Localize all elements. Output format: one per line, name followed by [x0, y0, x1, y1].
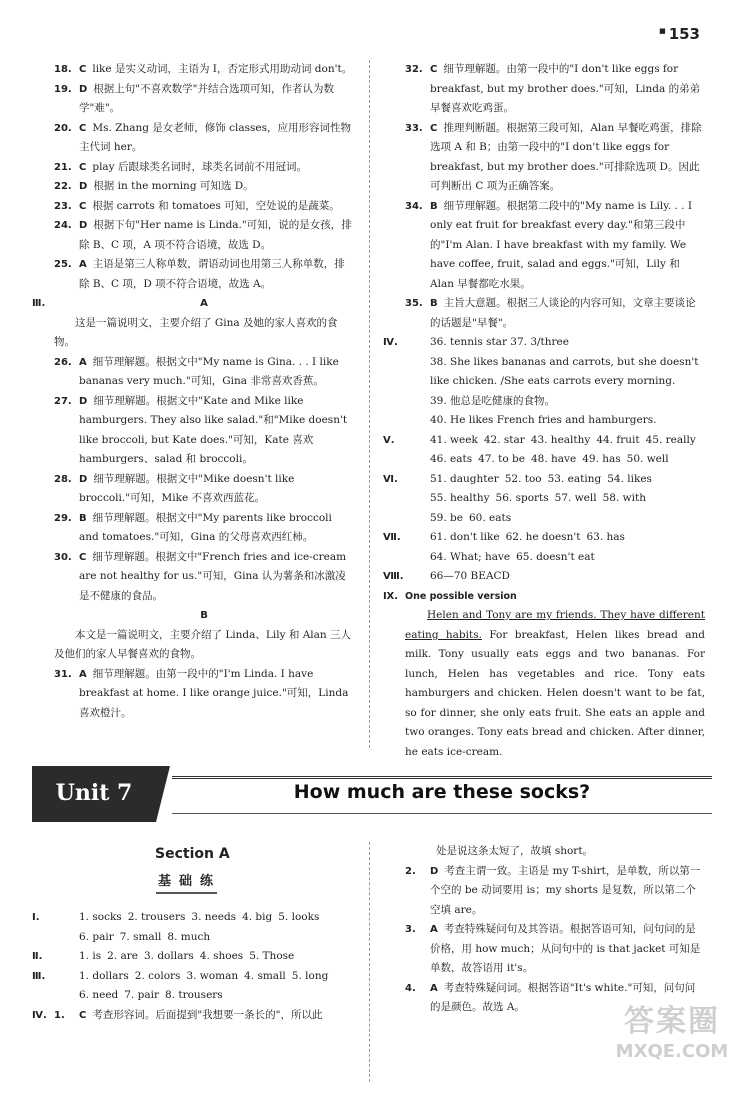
essay-text: [383, 606, 705, 762]
explanation-text: 细节理解题。根据文中"French fries and ice-cream are not healthy for us."可知，Gina 认为薯条和冰激凌是不健康的食品。: [79, 550, 347, 602]
item-number: 18.: [54, 64, 72, 75]
answer-cell: 6. need: [79, 989, 119, 1001]
answer-letter: C: [430, 64, 438, 75]
item-number: 24.: [54, 220, 72, 231]
answer-letter: B: [430, 200, 438, 212]
answer-item: Ⅳ. 36. tennis star 37. 3/three: [383, 336, 569, 348]
answer-letter: D: [430, 865, 439, 877]
explanation-text: 细节理解题。根据文中"Mike doesn't like broccoli."可知，Mike 不喜欢西蓝花。: [79, 472, 295, 504]
right-column: [383, 60, 705, 762]
answer-item: [383, 920, 705, 979]
answer-item-iv-1: Ⅳ. 1. C 考查形容词。后面提到"我想要一条长的"，所以此: [32, 1008, 323, 1021]
explanation-text: 根据 carrots 和 tomatoes 可知，空处说的是蔬菜。: [92, 199, 340, 212]
answer-item: [32, 353, 354, 392]
item-number: 20.: [54, 122, 72, 134]
answer-cell: 7. pair: [124, 989, 159, 1001]
answer-cell: 2. are: [107, 950, 138, 962]
explanation-text: 细节理解题。根据文中"My parents like broccoli and tomatoes."可知，Gina 的父母喜欢西红柿。: [79, 511, 332, 543]
answer-item: [383, 411, 705, 431]
answer-item: [383, 353, 705, 392]
answer-cell: 3. needs: [191, 911, 237, 923]
answer-list-iv: [383, 842, 705, 1018]
section-subhead: 基础练: [152, 872, 227, 892]
section-iii-header: Ⅲ. A: [32, 294, 354, 314]
answer-cell: 4. shoes: [199, 950, 244, 962]
page-number: ■ 153: [659, 25, 700, 43]
watermark-logo: 答案圈 MXQE.COM: [615, 1004, 729, 1062]
item-number: 33.: [405, 122, 423, 134]
answer-item: [383, 294, 705, 333]
item-number: 30.: [54, 551, 72, 563]
answer-cell: 66—70 BEACD: [430, 570, 510, 582]
answer-item: [32, 158, 354, 178]
answer-row: Ⅴ. 41. week 42. star 43. healthy 44. fruit 45. really: [383, 433, 696, 446]
answer-item: [383, 392, 705, 412]
explanation-text: play 后跟球类名词时，球类名词前不用冠词。: [92, 160, 307, 173]
answer-item: [32, 119, 354, 158]
answer-item: [383, 119, 705, 197]
unit-title: How much are these socks?: [293, 781, 591, 803]
answer-row: Ⅱ. 1. is 2. are 3. dollars 4. shoes 5. Those: [32, 950, 295, 962]
essay-label-line: Ⅸ. One possible version: [383, 590, 517, 602]
item-number: 23.: [54, 200, 72, 212]
answer-cell: 64. What; have: [430, 550, 511, 563]
answer-cell: 41. week: [430, 433, 478, 446]
answer-cell: 47. to be: [478, 453, 525, 465]
item-number: 2.: [405, 865, 416, 877]
banner-rule-top: [172, 776, 712, 779]
essay-topic-sentence: Helen and Tony are my friends. They have different eating habits.: [405, 609, 705, 641]
section-title: Section A: [155, 846, 230, 862]
answer-cell: 58. with: [602, 492, 646, 504]
explanation-text: like 是实义动词，主语为 I，否定形式用助动词 don't。: [92, 63, 353, 75]
item-number: 32.: [405, 64, 423, 75]
answer-item: [32, 470, 354, 509]
answer-letter: A: [79, 356, 87, 368]
unit-banner: [32, 766, 712, 822]
answer-cell: 2. trousers: [127, 911, 186, 923]
item-number: 3.: [405, 924, 416, 935]
answer-letter: A: [430, 982, 438, 994]
item-number: 22.: [54, 181, 72, 192]
answer-cell: 2. colors: [134, 969, 181, 982]
essay-body: For breakfast, Helen likes bread and milk. Tony usually eats eggs and two bananas. For lunch, Helen has vegetables and rice. Tony eats hamburgers and chicken. Helen doesn't want to be fat, so for dinner, she only eats fruit. She eats an apple and two oranges. Tony eats bread and chicken. After dinner, he eats ice-cream.: [405, 628, 705, 758]
banner-rule-bottom: [172, 813, 712, 814]
column-divider-top: [369, 60, 370, 748]
answer-grid-v-viii: [383, 431, 705, 587]
explanation-text: 考查特殊疑问词。根据答语"It's white."可知，问句问的是颜色。故选 A。: [430, 981, 696, 1013]
answer-cell: 1. is: [79, 950, 102, 962]
item-number: 28.: [54, 473, 72, 485]
bottom-right-column: [383, 842, 705, 1018]
answer-letter: A: [430, 924, 438, 935]
answer-list-passage-b: [383, 60, 705, 333]
answer-letter: C: [79, 64, 87, 75]
answer-letter: C: [430, 122, 438, 134]
answer-cell: 5. long: [291, 969, 329, 982]
answer-letter: D: [79, 181, 88, 192]
answer-letter: D: [79, 395, 88, 407]
answer-cell: 3. dollars: [143, 950, 194, 962]
explanation-text: 根据下句"Her name is Linda."可知，说的是女孩，排除 B、C 项，A 项不符合语境，故选 D。: [79, 219, 352, 251]
answer-cell: 1. dollars: [79, 969, 129, 982]
answer-cell: 1. socks: [79, 911, 122, 923]
answer-letter: B: [430, 298, 438, 309]
explanation-text: Ms. Zhang 是女老师，修饰 classes，应用形容词性物主代词 her。: [79, 121, 352, 153]
answer-cell: 42. star: [483, 433, 525, 446]
answer-cell: 48. have: [530, 453, 577, 465]
answer-cell: 61. don't like: [430, 531, 500, 543]
answer-cell: 4. small: [244, 969, 286, 982]
explanation-text: 考查主谓一致。主语是 my T-shirt，是单数，所以第一个空的 be 动词要用 is；my shorts 是复数，所以第二个空填 are。: [430, 864, 701, 916]
answer-cell: 45. really: [645, 433, 696, 446]
answer-letter: A: [79, 259, 87, 270]
passage-b-heading: B: [200, 610, 208, 621]
explanation-text: 细节理解题。根据文中"Kate and Mike like hamburgers. They also like salad."和"Mike doesn't like broccoli, but Kate does."可知，Kate 喜欢 hamburgers、salad 和 broccoli。: [79, 394, 348, 465]
answer-cell: 3. woman: [186, 969, 239, 982]
bottom-left-column: [32, 908, 362, 1025]
answer-cell: 60. eats: [468, 511, 512, 524]
item-number: 19.: [54, 83, 72, 95]
answer-item: [32, 177, 354, 197]
answer-row: Ⅰ. 1. socks 2. trousers 3. needs 4. big 5. looks: [32, 911, 320, 923]
answer-row: Ⅷ. 66—70 BEACD: [383, 570, 510, 582]
answer-cell: 56. sports: [495, 492, 549, 504]
answer-text: 39. 他总是吃健康的食物。: [430, 394, 556, 407]
answer-cell: 44. fruit: [596, 433, 640, 446]
answer-cell: 4. big: [242, 911, 273, 923]
answer-row: [32, 986, 362, 1006]
answer-cell: 8. trousers: [165, 989, 223, 1001]
item-number: 26.: [54, 356, 72, 368]
answer-list-passage-a: [32, 353, 354, 607]
answer-item: [32, 392, 354, 470]
item-number: 27.: [54, 395, 72, 407]
answer-text: 38. She likes bananas and carrots, but she doesn't like chicken. /She eats carrots every morning.: [430, 355, 699, 387]
answer-letter: D: [79, 220, 88, 231]
answer-text: 36. tennis star 37. 3/three: [430, 336, 569, 348]
answer-item: [32, 548, 354, 607]
passage-a-heading: A: [200, 298, 208, 309]
unit-label: Unit 7: [32, 766, 156, 822]
answer-cell: 53. eating: [547, 472, 602, 485]
answer-item: [383, 862, 705, 921]
explanation-text: 推理判断题。根据第三段可知，Alan 早餐吃鸡蛋，排除选项 A 和 B；由第一段中的"I don't like eggs for breakfast, but my brother does."可排除选项 D。因此可判断出 C 项为正确答案。: [430, 121, 702, 192]
answer-item: [32, 60, 354, 80]
answer-cell: 50. well: [626, 453, 669, 465]
essay-label: One possible version: [405, 590, 517, 602]
answer-letter: C: [79, 122, 87, 134]
answer-cell: 52. too: [504, 472, 542, 485]
answer-letter: C: [79, 200, 87, 212]
answer-list-left: [32, 60, 354, 294]
answer-row: [383, 450, 705, 470]
answer-row: [383, 509, 705, 529]
answer-item: [383, 60, 705, 119]
answer-item: [32, 197, 354, 217]
answer-letter: C: [79, 161, 87, 173]
answer-item: [32, 509, 354, 548]
answer-item: [32, 216, 354, 255]
answer-cell: 54. likes: [607, 472, 652, 485]
answer-row: Ⅵ. 51. daughter 52. too 53. eating 54. likes: [383, 472, 652, 485]
explanation-text: 主旨大意题。根据三人谈论的内容可知，文章主要谈论的话题是"早餐"。: [430, 297, 696, 329]
answer-item: [32, 255, 354, 294]
item-number: 34.: [405, 200, 423, 212]
item-number: 35.: [405, 298, 423, 309]
answer-row: [383, 489, 705, 509]
answer-text: 40. He likes French fries and hamburgers.: [430, 414, 657, 426]
answer-cell: 5. Those: [249, 950, 295, 962]
answer-cell: 49. has: [582, 453, 621, 465]
answer-row: Ⅲ. 1. dollars 2. colors 3. woman 4. small 5. long: [32, 969, 329, 982]
explanation-text: 细节理解题。根据第二段中的"My name is Lily. . . I only eat fruit for breakfast every day."和第三段中的"I'm Alan. I have breakfast with my family. We have coffee, fruit, salad and eggs."可知，Lily 和 Alan 早餐都吃水果。: [430, 199, 692, 290]
explanation-text: 处是说这条太短了，故填 short。: [436, 845, 594, 857]
answer-cell: 5. looks: [278, 911, 320, 923]
answer-letter: D: [79, 83, 88, 95]
answer-cell: 51. daughter: [430, 472, 499, 485]
answer-cell: 63. has: [586, 531, 625, 543]
answer-cell: 57. well: [554, 492, 597, 504]
answer-cell: 6. pair: [79, 930, 114, 943]
passage-b-intro: 本文是一篇说明文，主要介绍了 Linda、Lily 和 Alan 三人及他们的家人早餐喜欢的食物。: [54, 628, 352, 660]
answer-letter: B: [79, 512, 87, 524]
answer-cell: 55. healthy: [430, 492, 490, 504]
answer-letter: D: [79, 473, 88, 485]
answer-cell: 7. small: [119, 930, 162, 943]
answer-row: [32, 928, 362, 948]
answer-cell: 43. healthy: [530, 433, 591, 446]
explanation-text: 细节理解题。根据文中"My name is Gina. . . I like bananas very much."可知，Gina 非常喜欢香蕉。: [79, 355, 339, 387]
answer-item: [383, 197, 705, 295]
answer-cell: 59. be: [430, 511, 463, 524]
item-number: 29.: [54, 512, 72, 524]
item-number: 25.: [54, 259, 72, 270]
answer-row: [383, 548, 705, 568]
answer-cell: 46. eats: [430, 453, 473, 465]
item-number: 4.: [405, 982, 416, 994]
explanation-text: 主语是第三人称单数，谓语动词也用第三人称单数，排除 B、C 项，D 项不符合语境，故选 A。: [79, 258, 345, 290]
answer-cell: 8. much: [167, 930, 211, 943]
answer-cell: 62. he doesn't: [505, 531, 581, 543]
answer-item: [32, 80, 354, 119]
explanation-text: 细节理解题。由第一段中的"I don't like eggs for breakfast, but my brother does."可知，Linda 的弟弟早餐喜欢吃鸡蛋。: [430, 63, 701, 114]
explanation-text: 考查特殊疑问句及其答语。根据答语可知，问句问的是价格，用 how much；从问句中的 is that jacket 可知是单数，故答语用 it's。: [430, 923, 701, 974]
answer-cell: 65. doesn't eat: [516, 550, 595, 563]
answer-item-31: 31. A 细节理解题。由第一段中的"I'm Linda. I have breakfast at home. I like orange juice."可知，Linda 喜欢橙汁。: [54, 667, 349, 719]
item-number: 21.: [54, 161, 72, 173]
answer-row: Ⅶ. 61. don't like 62. he doesn't 63. has: [383, 531, 625, 543]
explanation-text: 根据 in the morning 可知选 D。: [93, 180, 254, 192]
passage-a-intro: 这是一篇说明文，主要介绍了 Gina 及她的家人喜欢的食物。: [54, 316, 338, 348]
left-column: [32, 60, 354, 723]
answer-letter: C: [79, 551, 87, 563]
column-divider-bottom: [369, 842, 370, 1082]
explanation-text: 根据上句"不喜欢数学"并结合选项可知，作者认为数学"难"。: [79, 82, 334, 114]
answer-item: [383, 842, 705, 862]
answer-grid-i-iii: [32, 908, 362, 1006]
section-iv-answers: [383, 333, 705, 431]
